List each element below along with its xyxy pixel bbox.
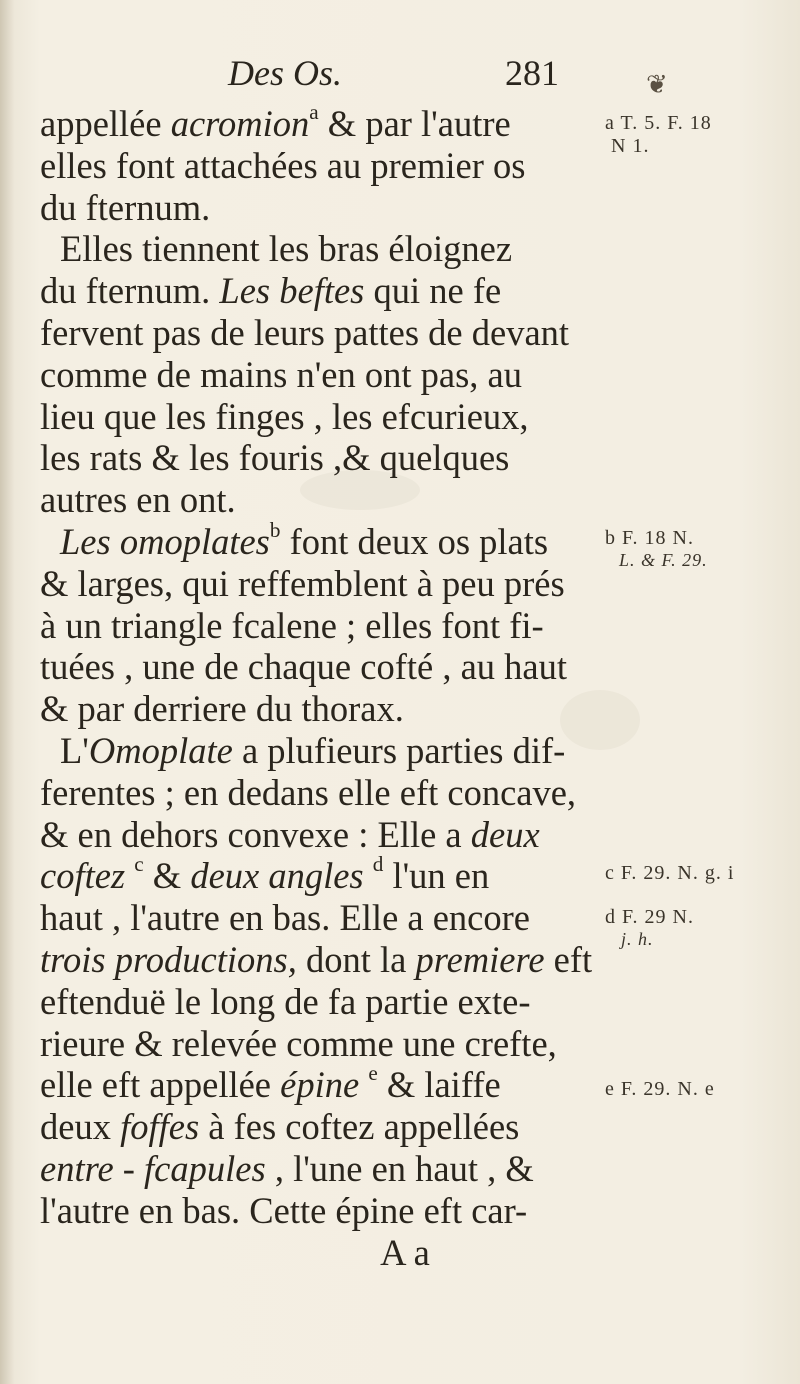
text-line	[40, 730, 640, 772]
text-line	[40, 396, 640, 438]
body-text	[40, 100, 640, 1273]
margin-note-d	[605, 906, 694, 950]
text-run: du fternum.	[40, 270, 220, 312]
text-run: haut , l'autre en bas. Elle a encore	[40, 897, 530, 939]
italic-term: deux	[470, 813, 540, 855]
page-gutter-shadow	[0, 0, 14, 1384]
text-line	[40, 100, 640, 145]
text-run: dont la	[296, 938, 416, 980]
text-line	[40, 605, 640, 647]
text-run: eftenduë le long de fa partie exte-	[40, 980, 531, 1022]
text-line	[40, 981, 640, 1023]
italic-term: épine	[280, 1064, 360, 1106]
italic-term: Les beftes	[219, 270, 365, 312]
italic-term: Les omoplates	[60, 520, 270, 562]
footnote-marker: c	[134, 852, 144, 877]
text-run: , l'une en haut , &	[265, 1147, 534, 1189]
text-line	[40, 772, 640, 814]
text-run: & par derriere du thorax.	[40, 688, 404, 730]
text-run: lieu que les finges , les efcurieux,	[40, 395, 529, 437]
text-run	[125, 855, 134, 896]
text-run	[359, 1064, 368, 1105]
footnote-marker: b	[269, 518, 281, 543]
text-line	[40, 270, 640, 312]
text-line	[40, 563, 640, 605]
text-line	[40, 1106, 640, 1148]
text-run: les rats & les fouris ,& quelques	[40, 437, 510, 479]
text-run: comme de mains n'en ont pas, au	[40, 353, 522, 395]
margin-note-line: j. h.	[621, 929, 654, 949]
margin-note-line: L. & F. 29.	[619, 550, 708, 570]
text-line	[40, 518, 640, 563]
margin-note-b	[605, 527, 708, 571]
text-line	[40, 1023, 640, 1065]
text-run: qui ne fe	[364, 270, 502, 312]
text-run: L'	[60, 729, 89, 771]
margin-note-line: N 1.	[611, 135, 650, 157]
text-run: à fes coftez appellées	[199, 1106, 520, 1148]
text-line	[40, 1148, 640, 1190]
footnote-marker: a	[309, 100, 319, 125]
footnote-marker: e	[368, 1061, 378, 1086]
text-run: & laiffe	[377, 1064, 501, 1106]
italic-term: Omoplate	[88, 729, 233, 771]
text-run: eft	[544, 938, 593, 980]
margin-note-line: b F. 18 N.	[605, 527, 694, 549]
text-run: fervent pas de leurs pattes de devant	[40, 311, 570, 353]
text-line	[40, 897, 640, 939]
text-run: ferentes ; en dedans elle eft concave,	[40, 771, 577, 813]
text-line	[40, 688, 640, 730]
margin-note-e	[605, 1078, 715, 1101]
text-run: rieure & relevée comme une crefte,	[40, 1022, 557, 1064]
text-run: Elles tiennent les bras éloignez	[60, 228, 513, 270]
text-run: appellée	[40, 103, 171, 144]
italic-term: coftez	[40, 855, 126, 897]
text-line	[40, 354, 640, 396]
margin-note-line: c F. 29. N. g. i	[605, 862, 735, 884]
text-run	[364, 855, 373, 896]
text-run: elles font attachées au premier os	[40, 144, 526, 186]
italic-term: deux angles	[190, 855, 364, 897]
italic-term: premiere	[415, 938, 545, 980]
text-line	[40, 939, 640, 981]
running-title: Des Os.	[228, 53, 342, 93]
text-run: elle eft appellée	[40, 1064, 281, 1106]
italic-term: foffes	[120, 1106, 200, 1148]
text-run: font deux os plats	[280, 520, 549, 562]
text-run: & en dehors convexe : Elle a	[40, 813, 471, 855]
margin-note-line: d F. 29 N.	[605, 906, 694, 928]
margin-note-c	[605, 862, 734, 885]
text-run: autres en ont.	[40, 479, 236, 521]
italic-term: entre - fcapules	[40, 1147, 266, 1189]
text-run: l'un en	[383, 855, 490, 897]
footnote-marker: d	[372, 852, 384, 877]
text-run: deux	[40, 1106, 121, 1148]
text-line	[40, 1190, 640, 1232]
text-line	[40, 145, 640, 187]
text-run: a plufieurs parties dif-	[232, 729, 566, 771]
text-run: & par l'autre	[318, 103, 511, 144]
catchword: A a	[380, 1231, 430, 1273]
margin-note-a	[605, 112, 712, 158]
text-run: tuées , une de chaque cofté , au haut	[40, 646, 567, 688]
text-line	[40, 852, 640, 897]
page-number: 281	[505, 53, 559, 93]
text-run: & larges, qui reffemblent à peu prés	[40, 562, 565, 604]
text-line	[40, 228, 640, 270]
italic-term: trois productions,	[40, 938, 297, 980]
text-run: du fternum.	[40, 186, 211, 228]
text-line	[40, 814, 640, 856]
margin-note-line: e F. 29. N. e	[605, 1078, 715, 1100]
margin-notes	[605, 0, 800, 1384]
italic-term: acromion	[170, 103, 310, 144]
printer-ornament-icon: ❦	[646, 70, 668, 100]
text-run: l'autre en bas. Cette épine eft car-	[40, 1189, 528, 1231]
text-line	[40, 1061, 640, 1106]
margin-note-line: a T. 5. F. 18	[605, 112, 712, 134]
text-run: à un triangle fcalene ; elles font fi-	[40, 604, 544, 646]
text-run: &	[143, 855, 191, 897]
text-line	[40, 479, 640, 521]
text-line	[40, 437, 640, 479]
text-line	[40, 646, 640, 688]
text-line	[40, 312, 640, 354]
text-line	[40, 187, 640, 229]
